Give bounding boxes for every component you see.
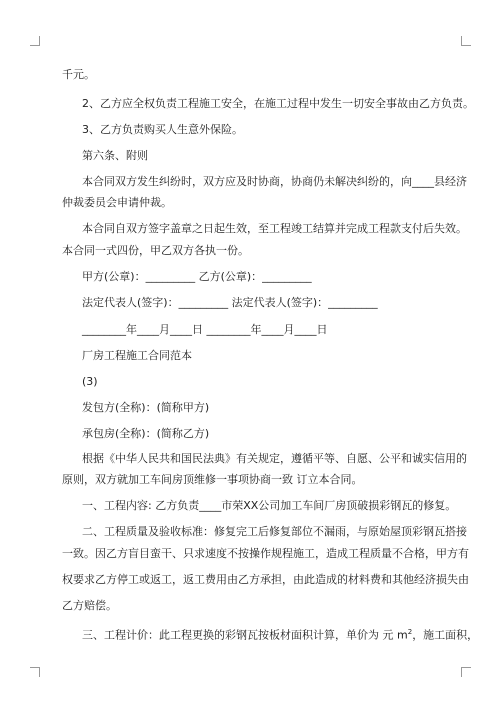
- crop-mark-bottom-left: [30, 667, 40, 677]
- section-number: (3): [82, 375, 98, 388]
- text-segment: 三、工程计价：此工程更换的彩钢瓦按板材面积计算，单价为 元 m: [82, 628, 408, 642]
- text-line: 2、乙方应全权负责工程施工安全，在施工过程中发生一切安全事故由乙方负责。: [82, 97, 474, 110]
- text-line: 根据《中华人民共和国民法典》有关规定，遵循平等、自愿、公平和诚实信用的: [82, 452, 467, 465]
- crop-mark-top-right: [461, 36, 471, 46]
- text-line: 3、乙方负责购买人生意外保险。: [82, 123, 243, 136]
- text-line: 本合同双方发生纠纷时，双方应及时协商，协商仍未解决纠纷的，向____县经济: [82, 175, 467, 188]
- section-heading: 第六条、附则: [82, 149, 148, 162]
- text-line: 本合同自双方签字盖章之日起生效，至工程竣工结算并完成工程款支付后失效。: [82, 222, 467, 235]
- text-line: 一致。因乙方盲目蛮干、只求速度不按操作规程施工，造成工程质量不合格，甲方有: [62, 547, 469, 560]
- document-title: 厂房工程施工合同范本: [82, 349, 192, 362]
- signature-line-seals: 甲方(公章)：_________ 乙方(公章)：_________: [82, 270, 312, 283]
- text-line: 乙方赔偿。: [62, 599, 117, 612]
- crop-mark-top-left: [30, 36, 40, 46]
- party-b-line: 承包房(全称)：(简称乙方): [82, 427, 210, 440]
- signature-line-representatives: 法定代表人(签字)：_________ 法定代表人(签字)：_________: [82, 296, 378, 309]
- text-line: 本合同一式四份，甲乙双方各执一份。: [62, 244, 249, 257]
- text-line: 权要求乙方停工或返工，返工费用由乙方承担，由此造成的材料费和其他经济损失由: [62, 573, 469, 586]
- crop-mark-bottom-right: [461, 667, 471, 677]
- text-line: 一、工程内容: 乙方负责____市荣XX公司加工车间厂房顶破损彩钢瓦的修复。: [82, 499, 457, 512]
- text-line: [82, 625, 479, 643]
- text-segment: ，施工面积，: [412, 628, 479, 642]
- superscript: 2: [407, 628, 413, 636]
- date-line: ________年____月____日 ________年____月____日: [82, 323, 328, 336]
- text-line: 原则，双方就加工车间房顶维修一事项协商一致 订立本合同。: [62, 473, 363, 486]
- text-line: 仲裁委员会申请仲裁。: [62, 196, 172, 209]
- text-line: 千元。: [62, 68, 95, 81]
- party-a-line: 发包方(全称)：(简称甲方): [82, 401, 210, 414]
- text-line: 二、工程质量及验收标准：修复完工后修复部位不漏雨，与原始屋顶彩钢瓦搭接: [82, 525, 467, 538]
